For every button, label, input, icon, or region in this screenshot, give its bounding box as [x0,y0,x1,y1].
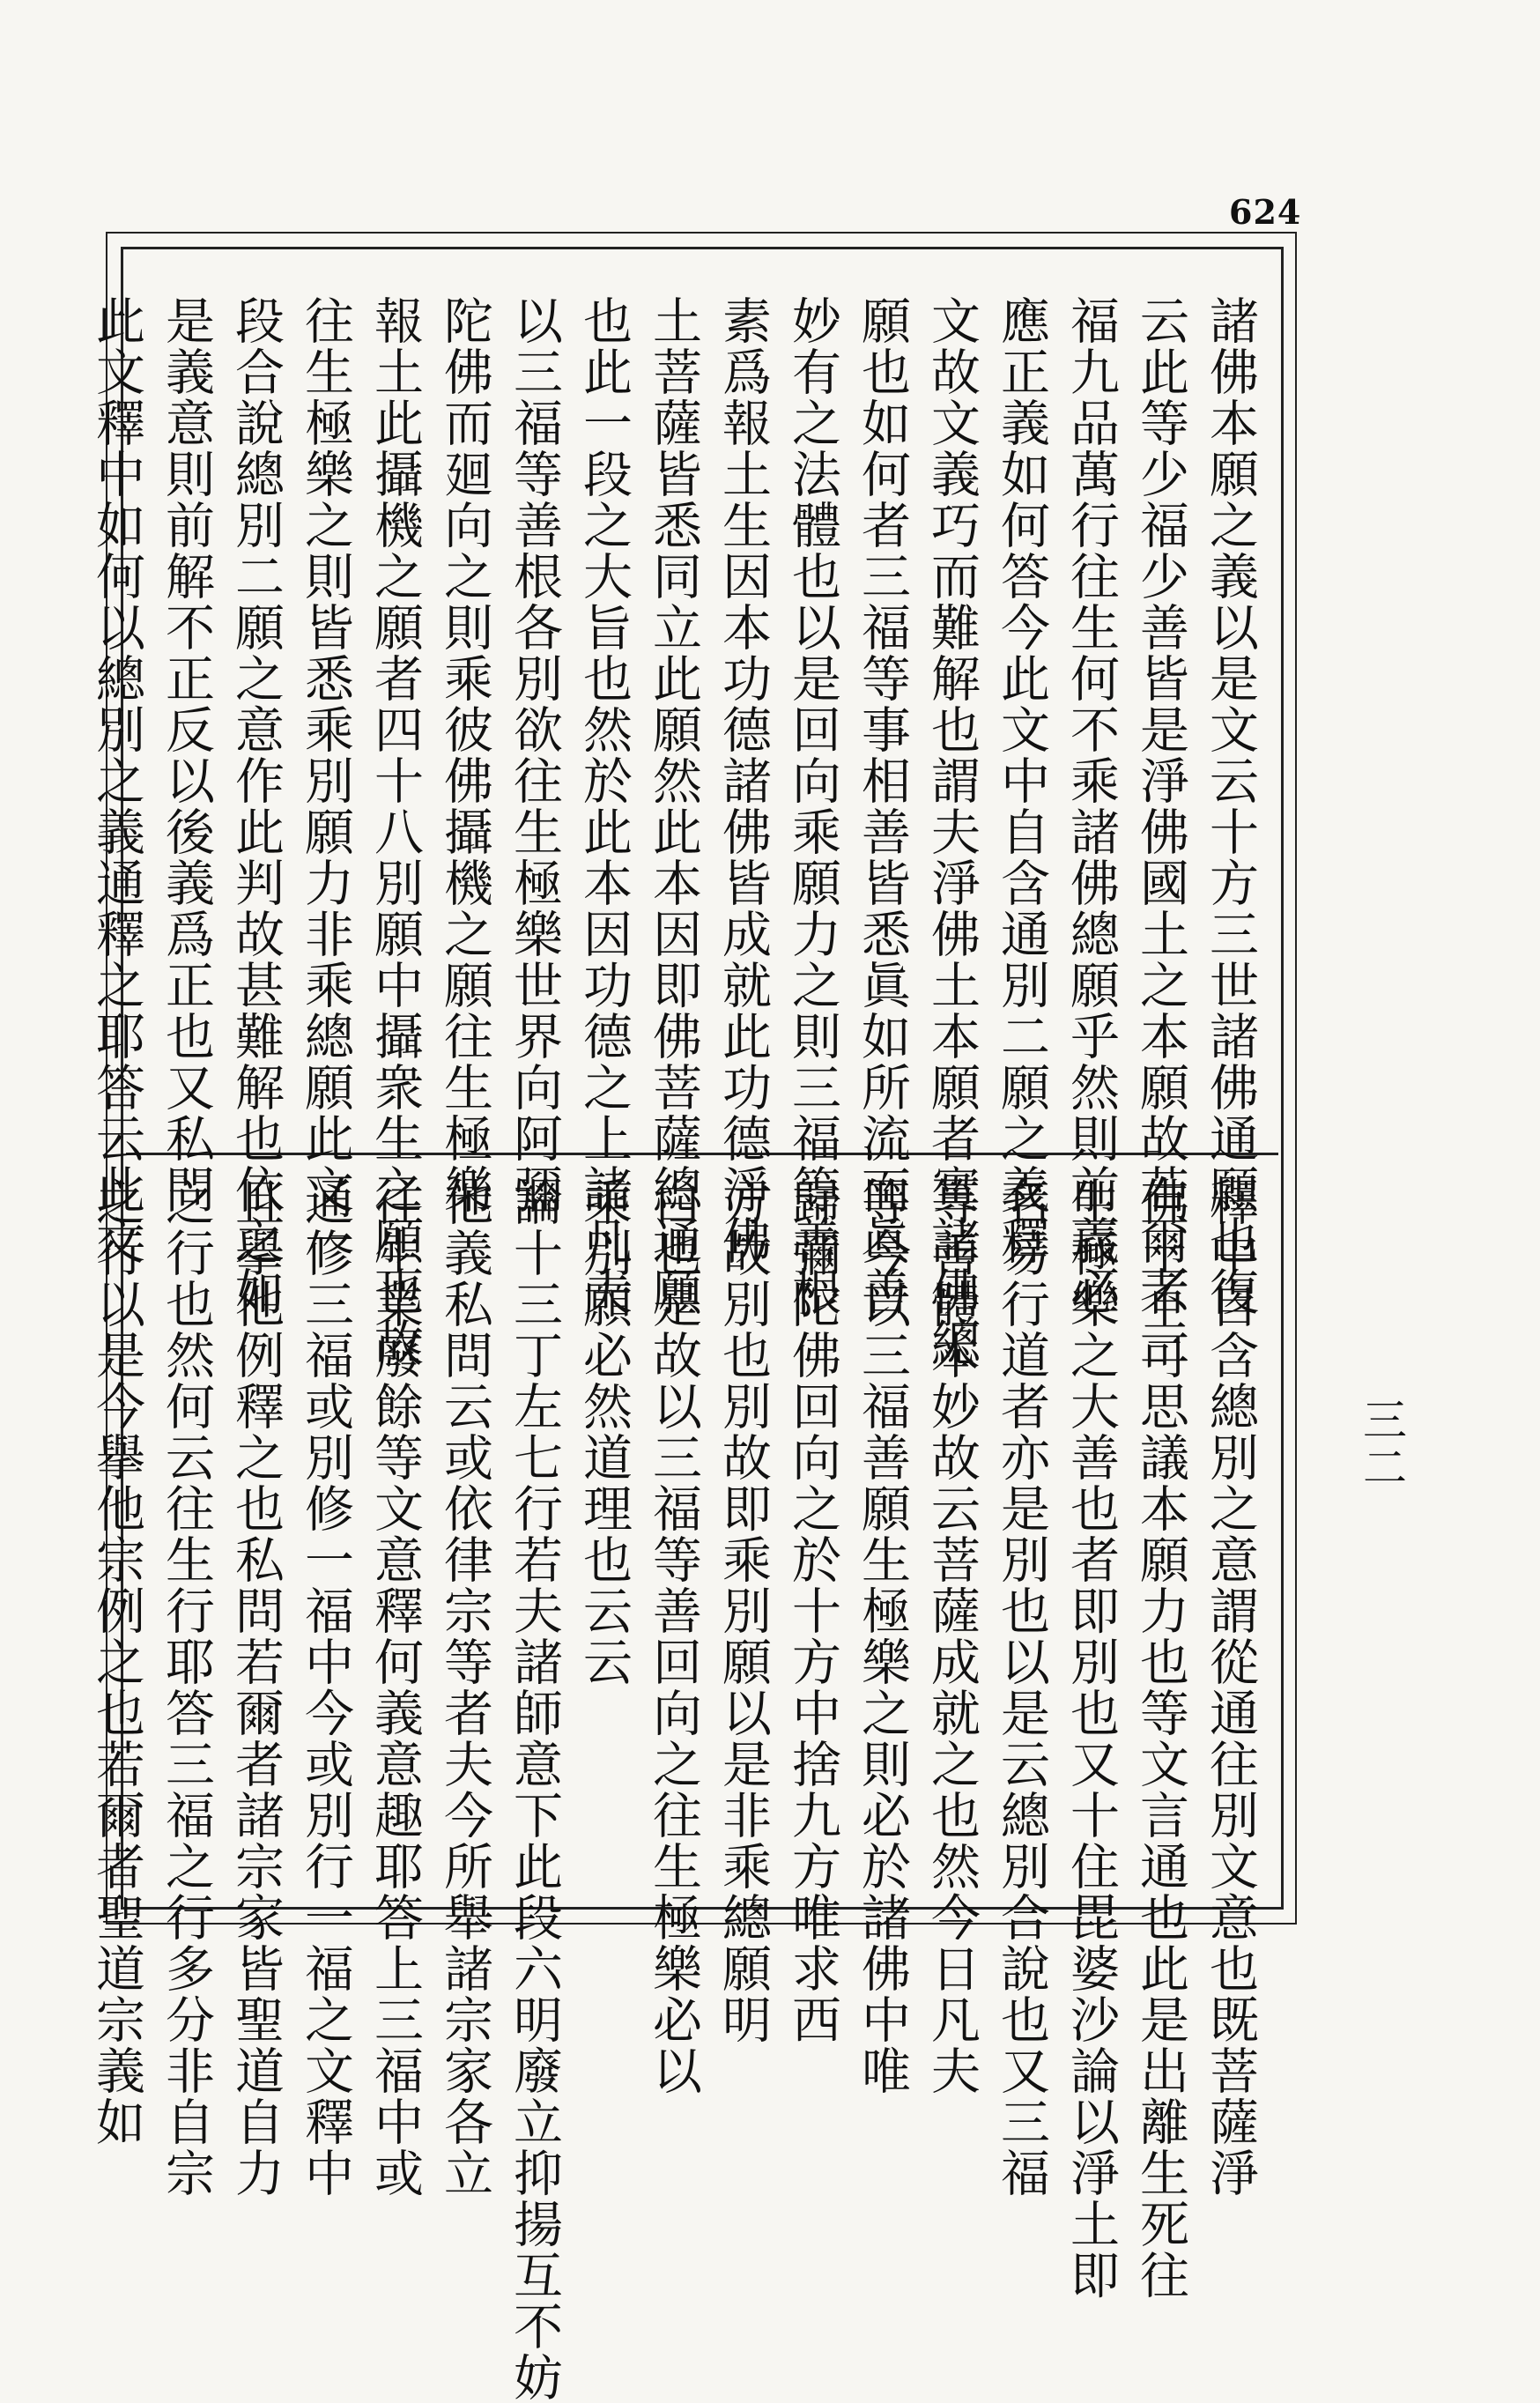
text-column: 云此等少福少善皆是淨佛國土之本願故若爾者三 [1132,295,1189,1368]
upper-text-block [88,295,1265,1368]
text-column: 名易行道者亦是別也以是云總別合說也又三福 [993,1176,1050,2199]
text-column: 乘別願必然道理也云云 [575,1176,633,1687]
text-column: 之行也然何云往生行耶答三福之行多分非自宗 [158,1176,215,2199]
text-column: 生極樂之大善也者即別也又十住毘婆沙論以淨土即 [1062,1176,1120,2301]
text-column: 往生極樂之則皆悉乘別願力非乘總願此文一 [297,295,354,1266]
text-column: 願也如何者三福等事相善皆悉眞如所流而眞善 [854,295,911,1317]
text-column: 通修三福或別修一福中今或別行一福之文釋中 [297,1176,354,2199]
text-column: 他義私問云或依律宗等者夫今所舉諸宗家各立 [436,1176,493,2199]
text-column: 等善體本妙故云菩薩成就之也然今日凡夫 [923,1176,981,2096]
text-column: 白也是故以三福等善回向之往生極樂必以 [645,1176,702,2096]
text-column: 諸佛本願之義以是文云十方三世諸佛通願也復 [1202,295,1259,1317]
text-column: 論十三丁左七行若夫諸師意下此段六明廢立抑揚互不妨 [506,1176,563,2403]
text-column: 歸彌陀佛回向之於十方中捨九方唯求西 [784,1176,841,2045]
page-number: 624 [1229,192,1302,232]
text-column: 釋中自含總別之意謂從通往別文意也既菩薩淨 [1202,1176,1259,2199]
text-column: 應正義如何答今此文中自含通別二願之義釋 [993,295,1050,1266]
text-column: 報土此攝機之願者四十八別願中攝衆生之願也故 [366,295,424,1368]
text-column: 等今以三福善願生極樂之則必於諸佛中唯 [854,1176,911,2096]
text-column: 段合說總別二願之意作此判故甚難解也依之如 [227,295,285,1317]
text-column: 是義意則前解不正反以後義爲正也又私問 [158,295,215,1215]
text-column: 以三福等善根各別欲往生極樂世界向阿彌 [506,295,563,1215]
text-column: 之行以是今擧他宗例之也若爾者聖道宗義如 [88,1176,145,2147]
text-column: 方故別也別故即乘別願以是非乘總願明 [714,1176,772,2045]
text-column: 陀佛而廻向之則乘彼佛攝機之願往生極樂 [436,295,493,1215]
text-column: 福九品萬行往生何不乘諸佛總願乎然則前義必 [1062,295,1120,1317]
lower-text-block [88,1176,1265,2403]
text-column: 此文釋中如何以總別之義通釋之耶答云此文 [88,295,145,1266]
margin-page-number: 三二 [1356,1397,1407,1492]
text-column: 佛土不可思議本願力也等文言通也此是出離生死往 [1132,1176,1189,2301]
text-column: 素爲報土生因本功德諸佛皆成就此功德淨佛 [714,295,772,1266]
text-column: 土菩薩皆悉同立此願然此本因即佛菩薩總通願 [645,295,702,1317]
text-column: 妙有之法體也以是回向乘願力之則三福等善根 [784,295,841,1317]
text-column: 也此一段之大旨也然於此本因功德之上諸凡夫 [575,295,633,1317]
text-column: 且擧他例釋之也私問若爾者諸宗家皆聖道自力 [227,1176,285,2199]
text-column: 往生業廢餘等文意釋何義意趣耶答上三福中或 [366,1176,424,2199]
text-column: 文故文義巧而難解也謂夫淨佛土本願者實諸佛總 [923,295,981,1368]
